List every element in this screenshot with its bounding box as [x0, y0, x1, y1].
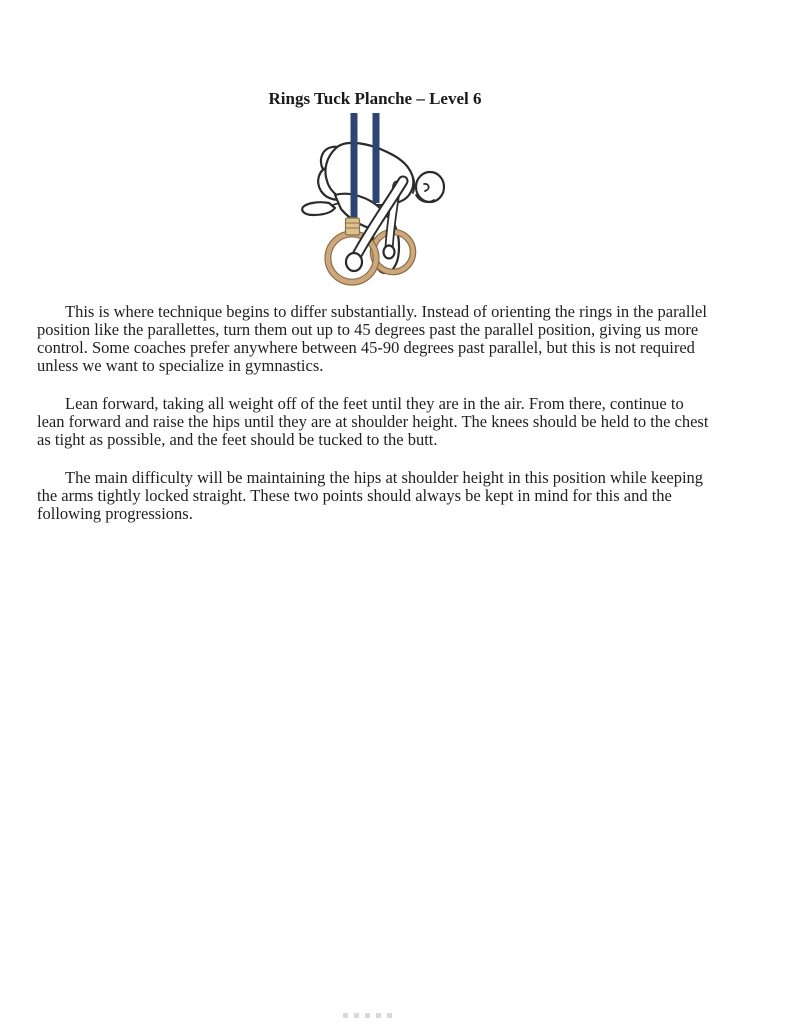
paragraph-1: This is where technique begins to differ substantially. Instead of orienting the rings in the parallel position like the parallettes, turn them out up to 45 degrees past the parallel position, giving us more control. Some coaches prefer anywhere between 45-90 degrees past parallel, but this is not required unless we want to specialize in gymnastics.	[37, 302, 707, 375]
strap-buckle	[346, 218, 360, 235]
front-hand	[346, 253, 362, 271]
rings-tuck-planche-drawing-icon	[295, 105, 460, 295]
page-title: Rings Tuck Planche – Level 6	[268, 89, 482, 108]
body-text	[37, 303, 715, 543]
paragraph-2: Lean forward, taking all weight off of the feet until they are in the air. From there, continue to lean forward and raise the hips until they are at shoulder height. The knees should be held to the chest as tight as possible, and the feet should be tucked to the butt.	[37, 394, 709, 449]
tuck-planche-illustration	[295, 105, 460, 295]
faded-cutoff-footer-mark	[343, 1013, 393, 1018]
paragraph-3: The main difficulty will be maintaining the hips at shoulder height in this position while keeping the arms tightly locked straight. These two points should always be kept in mind for this and the following progressions.	[37, 468, 704, 523]
head	[416, 172, 444, 202]
rear-hand	[384, 246, 395, 259]
